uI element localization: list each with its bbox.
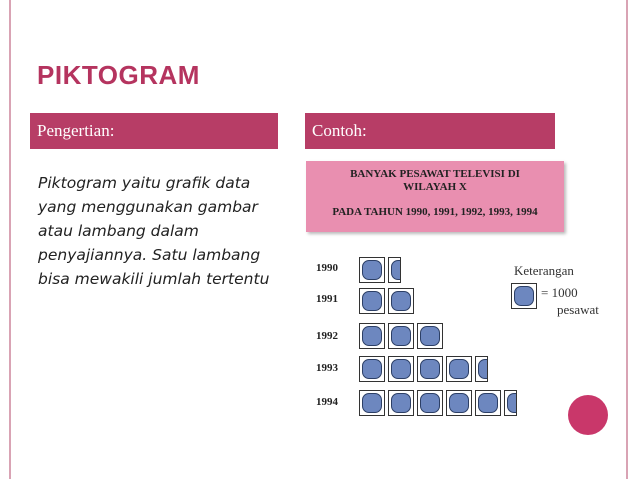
tv-icon — [362, 359, 382, 379]
legend-value: = 1000 — [541, 285, 578, 300]
tv-icon — [478, 393, 498, 413]
pictogram-title-line1: BANYAK PESAWAT TELEVISI DI — [350, 168, 520, 180]
tv-icon — [362, 291, 382, 311]
pictogram-symbol — [475, 390, 501, 416]
tv-icon — [391, 359, 411, 379]
year-label: 1990 — [316, 262, 338, 274]
frame-right-border — [626, 0, 628, 479]
example-header: Contoh: — [305, 113, 555, 149]
pictogram-symbol — [359, 288, 385, 314]
tv-icon — [362, 260, 382, 280]
pictogram-symbol — [417, 390, 443, 416]
tv-icon — [391, 326, 411, 346]
tv-icon — [449, 393, 469, 413]
tv-icon — [391, 260, 401, 280]
pictogram-symbol — [388, 390, 414, 416]
frame-left-border — [9, 0, 11, 479]
tv-icon — [391, 291, 411, 311]
pictogram-symbol — [359, 356, 385, 382]
pictogram-symbol — [388, 257, 401, 283]
pictogram-symbol — [417, 356, 443, 382]
pictogram-symbol — [388, 323, 414, 349]
pictogram-symbol — [417, 323, 443, 349]
tv-icon — [362, 393, 382, 413]
tv-icon — [514, 286, 534, 306]
pictogram-symbol — [446, 390, 472, 416]
definition-text: Piktogram yaitu grafik data yang menggunakan gambar atau lambang dalam penyajiannya. Satu lambang bisa mewakili jumlah tertentu — [38, 174, 270, 288]
slide-title: PIKTOGRAM — [37, 60, 200, 90]
legend-unit: pesawat — [557, 302, 599, 317]
legend-symbol — [511, 283, 537, 309]
pictogram-symbol — [359, 323, 385, 349]
decorative-circle — [568, 395, 608, 435]
year-label: 1991 — [316, 293, 338, 305]
tv-icon — [420, 359, 440, 379]
pictogram-symbol — [388, 356, 414, 382]
year-label: 1994 — [316, 396, 338, 408]
tv-icon — [362, 326, 382, 346]
tv-icon — [507, 393, 517, 413]
tv-icon — [420, 393, 440, 413]
year-label: 1992 — [316, 330, 338, 342]
pictogram-symbol — [446, 356, 472, 382]
pictogram-title-line2: WILAYAH X — [403, 181, 467, 193]
pictogram-symbol — [359, 257, 385, 283]
pictogram-symbol — [388, 288, 414, 314]
tv-icon — [420, 326, 440, 346]
pictogram-symbol — [359, 390, 385, 416]
tv-icon — [449, 359, 469, 379]
pictogram-title-box — [306, 161, 564, 232]
pictogram-symbol — [475, 356, 488, 382]
tv-icon — [391, 393, 411, 413]
pictogram-symbol — [504, 390, 517, 416]
pictogram-title-line3: PADA TAHUN 1990, 1991, 1992, 1993, 1994 — [332, 206, 538, 218]
definition-header: Pengertian: — [30, 113, 278, 149]
tv-icon — [478, 359, 488, 379]
year-label: 1993 — [316, 362, 338, 374]
legend-title: Keterangan — [514, 263, 574, 278]
